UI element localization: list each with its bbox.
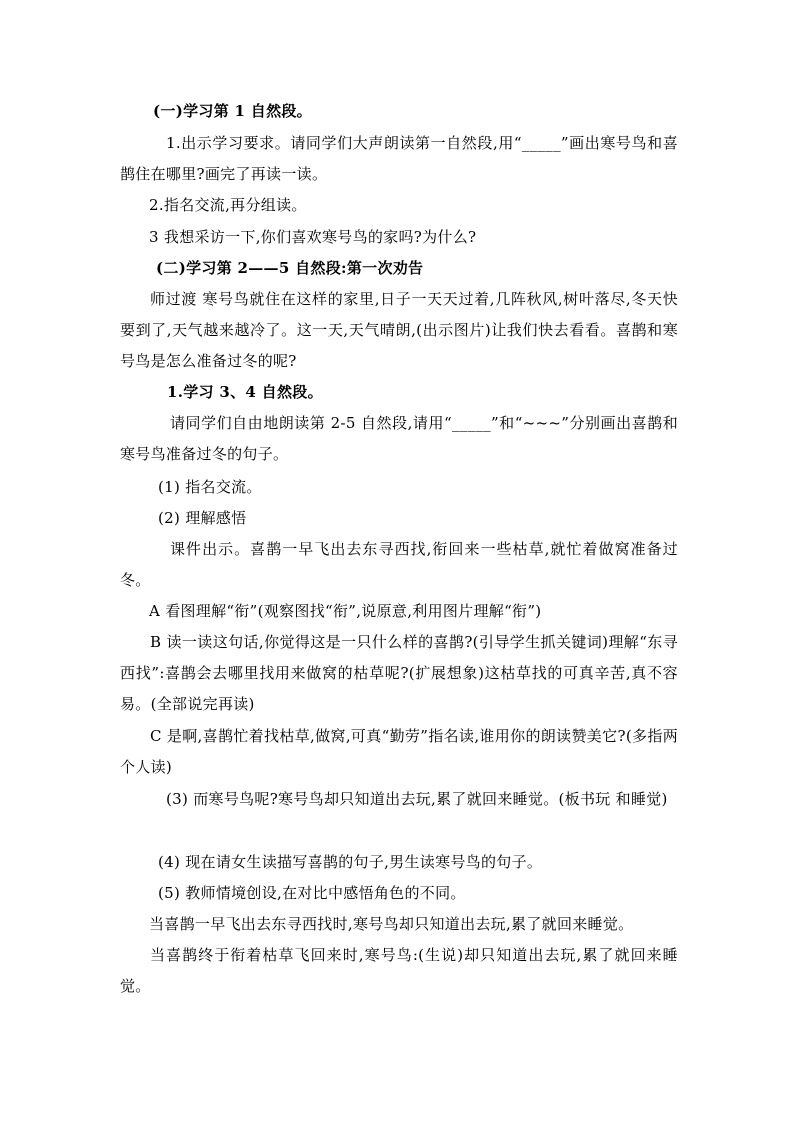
section-heading-1: (一)学习第 1 自然段。 <box>153 102 312 120</box>
paragraph-3-5: A 看图理解“衔”(观察图找“衔”,说原意,利用图片理解“衔”) <box>149 602 542 620</box>
section-heading-3: 1.学习 3、4 自然段。 <box>167 383 323 401</box>
paragraph-3-8: (3) 而寒号鸟呢?寒号鸟却只知道出去玩,累了就回来睡觉。(板书玩 和睡觉) <box>166 790 668 808</box>
paragraph-1-1: 1.出示学习要求。请同学们大声朗读第一自然段,用“_____”画出寒号鸟和喜鹊住在哪里?画完了再读一读。 <box>120 134 678 183</box>
paragraph-3-12: 当喜鹊终于衔着枯草飞回来时,寒号鸟:(生说)却只知道出去玩,累了就回来睡觉。 <box>120 946 678 995</box>
paragraph-3-7: C 是啊,喜鹊忙着找枯草,做窝,可真“勤劳”指名读,谁用你的朗读赞美它?(多指两个人读) <box>120 727 678 776</box>
paragraph-1-3: 3 我想采访一下,你们喜欢寒号鸟的家吗?为什么? <box>149 228 477 246</box>
paragraph-3-6: B 读一读这句话,你觉得这是一只什么样的喜鹊?(引导学生抓关键词)理解“东寻西找”:喜鹊会去哪里找用来做窝的枯草呢?(扩展想象)这枯草找的可真辛苦,真不容易。(全部说完再读) <box>120 633 678 713</box>
paragraph-2-1: 师过渡 寒号鸟就住在这样的家里,日子一天天过着,几阵秋风,树叶落尽,冬天快要到了,天气越来越冷了。这一天,天气晴朗,(出示图片)让我们快去看看。喜鹊和寒号鸟是怎么准备过冬的呢? <box>120 290 678 370</box>
paragraph-3-3: (2) 理解感悟 <box>158 509 247 527</box>
paragraph-1-2: 2.指名交流,再分组读。 <box>149 196 307 214</box>
paragraph-3-4: 课件出示。喜鹊一早飞出去东寻西找,衔回来一些枯草,就忙着做窝准备过冬。 <box>120 540 678 589</box>
paragraph-3-2: (1) 指名交流。 <box>158 478 262 496</box>
paragraph-3-11: 当喜鹊一早飞出去东寻西找时,寒号鸟却只知道出去玩,累了就回来睡觉。 <box>149 915 634 933</box>
paragraph-3-10: (5) 教师情境创设,在对比中感悟角色的不同。 <box>158 884 466 902</box>
paragraph-3-1: 请同学们自由地朗读第 2-5 自然段,请用“_____”和“~~~”分别画出喜鹊和寒号鸟准备过冬的句子。 <box>120 414 678 463</box>
section-heading-2: (二)学习第 2——5 自然段:第一次劝告 <box>156 259 424 277</box>
paragraph-3-9: (4) 现在请女生读描写喜鹊的句子,男生读寒号鸟的句子。 <box>158 853 543 871</box>
